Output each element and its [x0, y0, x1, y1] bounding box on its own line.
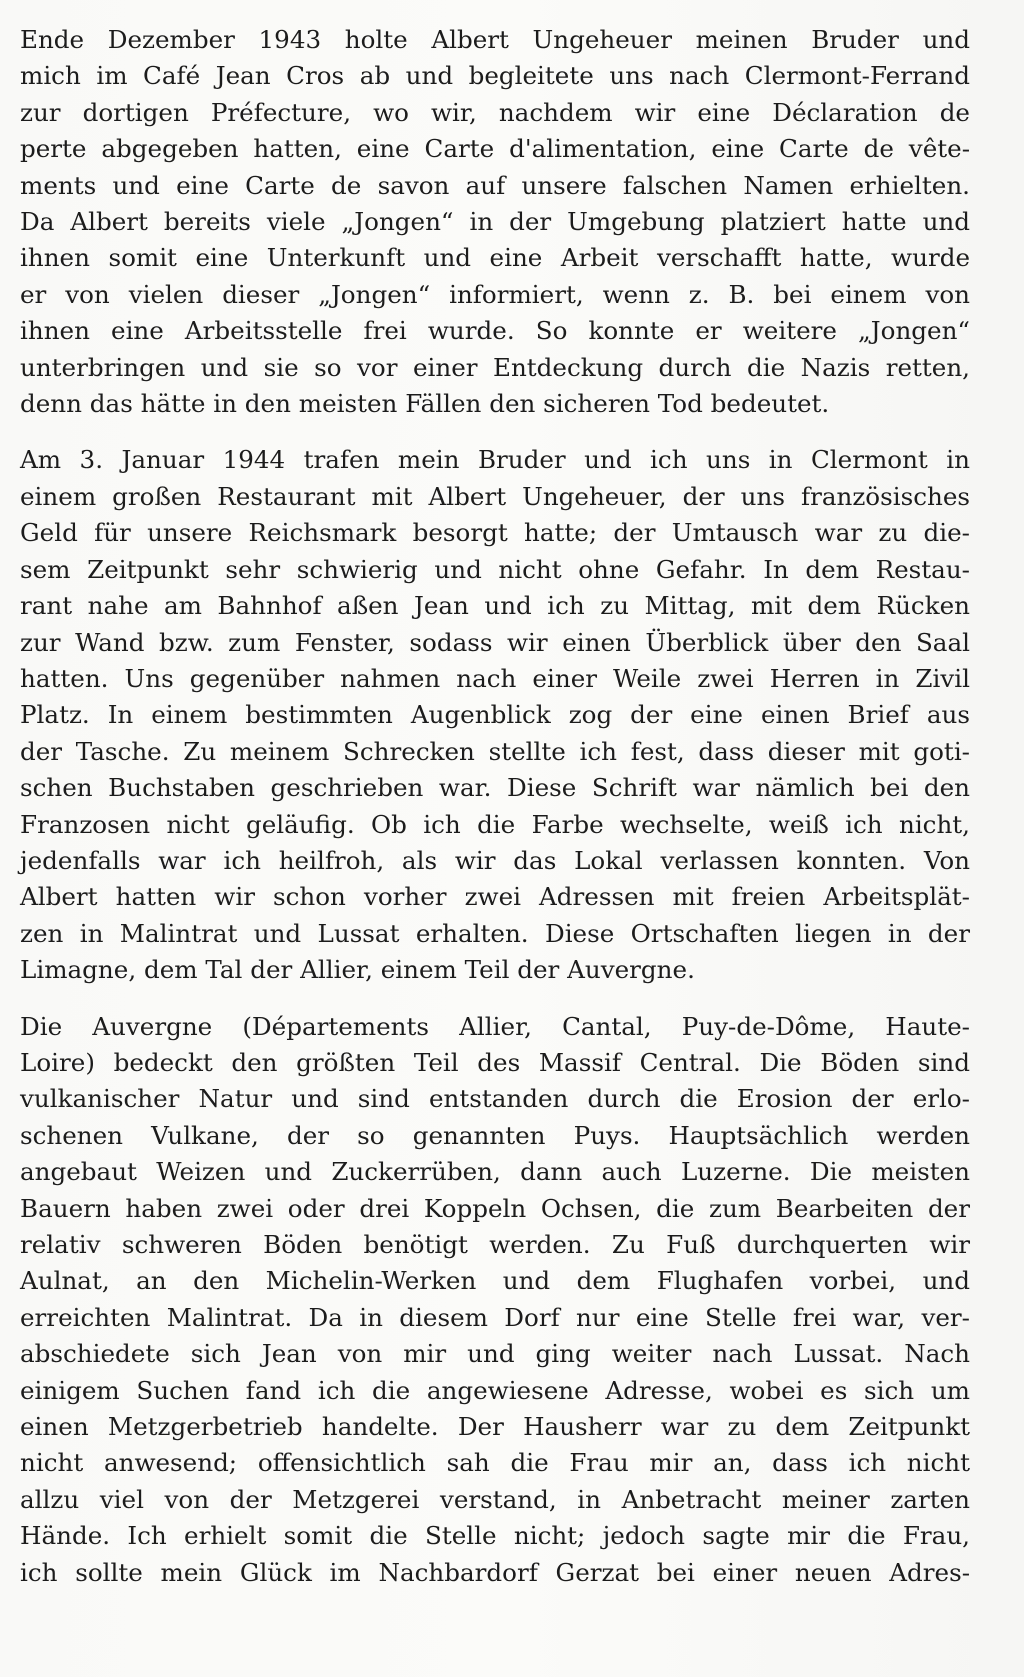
text-line: nicht anwesend; offensichtlich sah die Frau mir an, dass ich nicht — [20, 1448, 970, 1478]
text-line: unterbringen und sie so vor einer Entdeckung durch die Nazis retten, — [20, 352, 970, 382]
paragraph-1 — [20, 22, 970, 422]
text-line: schen Buchstaben geschrieben war. Diese Schrift war nämlich bei den — [20, 773, 970, 803]
paragraph-gap — [20, 422, 970, 442]
text-line: Geld für unsere Reichsmark besorgt hatte; der Umtausch war zu die- — [20, 518, 970, 548]
text-line: ments und eine Carte de savon auf unsere falschen Namen erhielten. — [20, 170, 970, 200]
text-line: angebaut Weizen und Zuckerrüben, dann auch Luzerne. Die meisten — [20, 1157, 970, 1187]
text-line: der Tasche. Zu meinem Schrecken stellte ich fest, dass dieser mit goti- — [20, 736, 970, 766]
text-line: hatten. Uns gegenüber nahmen nach einer Weile zwei Herren in Zivil — [20, 663, 970, 693]
text-line: Am 3. Januar 1944 trafen mein Bruder und ich uns in Clermont in — [20, 445, 970, 475]
text-line: Franzosen nicht geläufig. Ob ich die Farbe wechselte, weiß ich nicht, — [20, 809, 970, 839]
text-line: ihnen eine Arbeitsstelle frei wurde. So konnte er weitere „Jongen“ — [20, 316, 970, 346]
text-line: Da Albert bereits viele „Jongen“ in der Umgebung platziert hatte und — [20, 207, 970, 237]
text-line: perte abgegeben hatten, eine Carte d'alimentation, eine Carte de vête- — [20, 134, 970, 164]
text-line: Loire) bedeckt den größten Teil des Massif Central. Die Böden sind — [20, 1047, 970, 1077]
text-line: zen in Malintrat und Lussat erhalten. Diese Ortschaften liegen in der — [20, 918, 970, 948]
text-line: einen Metzgerbetrieb handelte. Der Hausherr war zu dem Zeitpunkt — [20, 1412, 970, 1442]
text-line: rant nahe am Bahnhof aßen Jean und ich zu Mittag, mit dem Rücken — [20, 591, 970, 621]
text-line: zur Wand bzw. zum Fenster, sodass wir einen Überblick über den Saal — [20, 627, 970, 657]
text-line: Albert hatten wir schon vorher zwei Adressen mit freien Arbeitsplät- — [20, 882, 970, 912]
text-line: einigem Suchen fand ich die angewiesene Adresse, wobei es sich um — [20, 1375, 970, 1405]
text-line: Die Auvergne (Départements Allier, Cantal, Puy-de-Dôme, Haute- — [20, 1011, 970, 1041]
text-line: vulkanischer Natur und sind entstanden durch die Erosion der erlo- — [20, 1084, 970, 1114]
text-line: Aulnat, an den Michelin-Werken und dem Flughafen vorbei, und — [20, 1266, 970, 1296]
text-line: denn das hätte in den meisten Fällen den sicheren Tod bedeutet. — [20, 389, 830, 419]
text-line: relativ schweren Böden benötigt werden. Zu Fuß durchquerten wir — [20, 1230, 970, 1259]
text-line: abschiedete sich Jean von mir und ging weiter nach Lussat. Nach — [20, 1339, 970, 1369]
text-line: Limagne, dem Tal der Allier, einem Teil der Auvergne. — [20, 955, 695, 985]
page-text — [20, 22, 970, 1591]
text-line: Bauern haben zwei oder drei Koppeln Ochsen, die zum Bearbeiten der — [20, 1193, 970, 1223]
text-line: schenen Vulkane, der so genannten Puys. Hauptsächlich werden — [20, 1120, 970, 1150]
text-line: einem großen Restaurant mit Albert Ungeheuer, der uns französisches — [20, 481, 970, 511]
text-line: sem Zeitpunkt sehr schwierig und nicht ohne Gefahr. In dem Restau- — [20, 554, 970, 584]
text-line: Platz. In einem bestimmten Augenblick zog der eine einen Brief aus — [20, 700, 970, 730]
text-line: erreichten Malintrat. Da in diesem Dorf nur eine Stelle frei war, ver- — [20, 1302, 970, 1332]
text-line: zur dortigen Préfecture, wo wir, nachdem wir eine Déclaration de — [20, 97, 970, 127]
text-line: ihnen somit eine Unterkunft und eine Arbeit verschafft hatte, wurde — [20, 243, 970, 273]
text-line: Ende Dezember 1943 holte Albert Ungeheuer meinen Bruder und — [20, 25, 970, 54]
paragraph-gap — [20, 989, 970, 1009]
paragraph-3 — [20, 1009, 970, 1592]
text-line: ich sollte mein Glück im Nachbardorf Gerzat bei einer neuen Adres- — [20, 1557, 970, 1587]
paragraph-2 — [20, 442, 970, 988]
text-line: er von vielen dieser „Jongen“ informiert, wenn z. B. bei einem von — [20, 279, 970, 309]
text-line: Hände. Ich erhielt somit die Stelle nicht; jedoch sagte mir die Frau, — [20, 1521, 970, 1551]
text-line: jedenfalls war ich heilfroh, als wir das Lokal verlassen konnten. Von — [20, 845, 970, 875]
text-line: mich im Café Jean Cros ab und begleitete uns nach Clermont-Ferrand — [20, 61, 970, 91]
text-line: allzu viel von der Metzgerei verstand, in Anbetracht meiner zarten — [20, 1484, 970, 1514]
